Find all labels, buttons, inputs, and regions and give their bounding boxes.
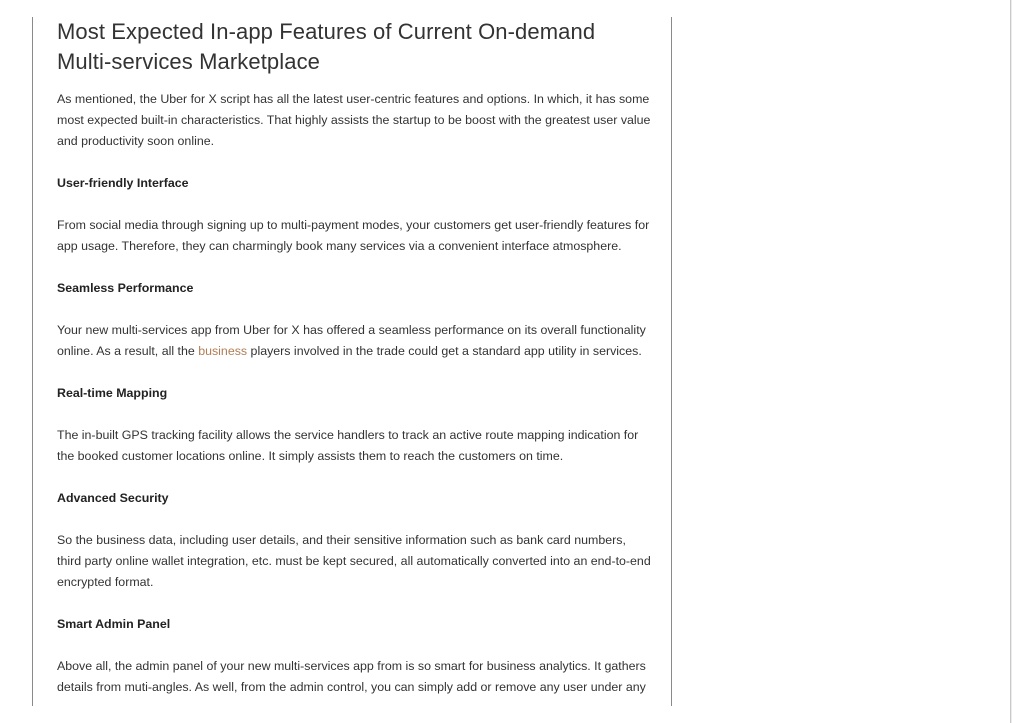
section-heading-smart-admin-panel: Smart Admin Panel: [57, 617, 171, 631]
section-body-user-friendly-interface: From social media through signing up to multi-payment modes, your customers get user-friendly features for app usage. Therefore, they can charmingly book many services via a convenient interface atmosphere.: [57, 218, 650, 253]
section-heading-seamless-performance: Seamless Performance: [57, 281, 194, 295]
article-title: Most Expected In-app Features of Current On-demand Multi-services Marketplace: [57, 19, 596, 74]
business-link[interactable]: business: [198, 344, 248, 358]
intro-paragraph: As mentioned, the Uber for X script has all the latest user-centric features and options. In which, it has some most expected built-in characteristics. That highly assists the startup to be boost with the greatest user value and productivity soon online.: [57, 92, 651, 148]
scroll-edge-line: [1010, 0, 1011, 723]
section-body-seamless-performance: [57, 320, 653, 362]
seamless-body-text-after-link: players involved in the trade could get a standard app utility in services.: [247, 344, 642, 358]
section-heading-user-friendly-interface: User-friendly Interface: [57, 176, 189, 190]
section-body-smart-admin-panel: Above all, the admin panel of your new multi-services app from is so smart for business analytics. It gathers details from muti-angles. As well, from the admin control, you can simply add or remove any user under any: [57, 659, 646, 694]
scroll-edge-shadow: [1011, 0, 1012, 723]
seamless-body-text-before-link: Your new multi-services app from Uber for X has offered a seamless performance on its overall functionality online. As a result, all the: [57, 323, 646, 358]
section-heading-real-time-mapping: Real-time Mapping: [57, 386, 168, 400]
article-body: [57, 17, 653, 694]
article-card: [32, 17, 672, 706]
section-body-real-time-mapping: The in-built GPS tracking facility allows the service handlers to track an active route mapping indication for the booked customer locations online. It simply assists them to reach the customers on time.: [57, 428, 639, 463]
section-body-advanced-security: So the business data, including user details, and their sensitive information such as bank card numbers, third party online wallet integration, etc. must be kept secured, all automatically converted into an end-to-end encrypted format.: [57, 533, 651, 589]
section-heading-advanced-security: Advanced Security: [57, 491, 169, 505]
